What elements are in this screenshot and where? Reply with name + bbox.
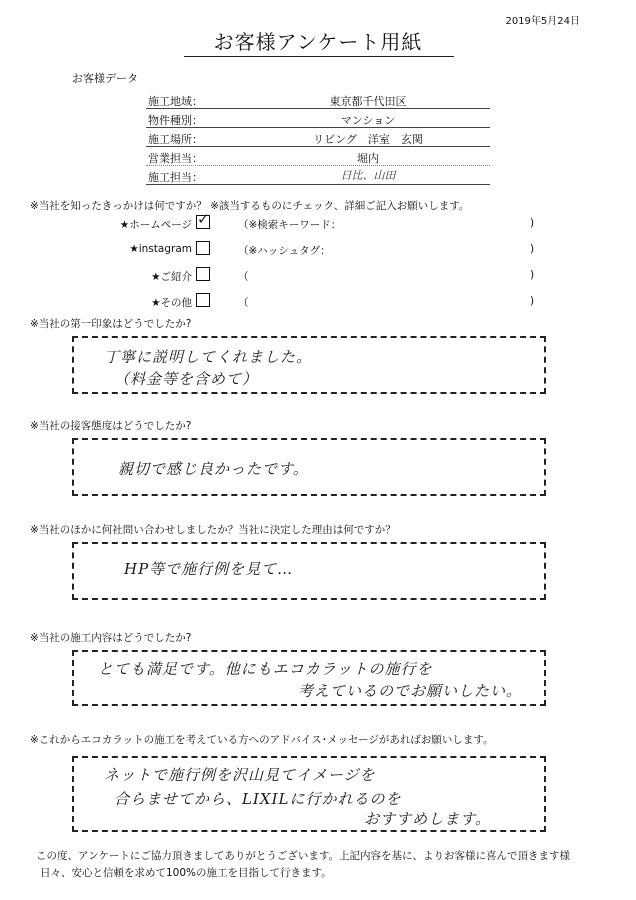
option-close-paren: ) [530, 269, 535, 281]
info-label: 営業担当： [148, 152, 203, 165]
info-value: マンション [340, 114, 396, 127]
checkbox[interactable] [196, 241, 210, 255]
question-other-companies: ※当社のほかに何社問い合わせしましたか？当社に決定した理由は何ですか？ [30, 524, 396, 536]
info-value-handwritten: 日比、山田 [340, 169, 396, 182]
answer-line: HP等で施行例を見て… [124, 560, 294, 578]
title-underline [184, 56, 454, 57]
option-detail: （※ハッシュタグ： [238, 245, 331, 257]
option-close-paren: ) [530, 217, 535, 229]
answer-box-first-impression [72, 336, 546, 394]
source-option-homepage [30, 210, 590, 234]
footer-line: この度、アンケートにご協力頂きましてありがとうございます。上記内容を基に、よりお客様に喜んで頂きます様 [36, 850, 571, 862]
option-label: ★その他 [151, 297, 192, 309]
info-label: 施工地域： [148, 95, 203, 108]
question-advice: ※これからエコカラットの施工を考えている方へのアドバイス･メッセージがあればお願いします。 [30, 734, 494, 746]
answer-box-construction-quality [72, 650, 546, 706]
answer-line: 丁寧に説明してくれました。 [104, 348, 313, 366]
source-option-other [30, 292, 590, 312]
option-close-paren: ) [530, 243, 535, 255]
option-detail: （ [238, 271, 249, 283]
footer-line: 日々、安心と信頼を求めて100%の施工を目指して行きます。 [40, 867, 332, 879]
question-customer-service: ※当社の接客態度はどうでしたか? [30, 420, 192, 432]
answer-line: 親切で感じ良かったです。 [118, 460, 309, 478]
checkbox[interactable] [196, 267, 210, 281]
option-close-paren: ) [530, 295, 535, 307]
question-construction-quality: ※当社の施工内容はどうでしたか? [30, 632, 192, 644]
customer-data-heading: お客様データ [72, 72, 138, 85]
question-how-found: ※当社を知ったきっかけは何ですか？ ※該当するものにチェック、詳細ご記入お願いします。 [30, 200, 470, 212]
answer-line: 合らませてから、LIXILに行かれるのを [114, 790, 402, 808]
customer-data-table [146, 90, 490, 185]
option-label: ★ホームページ [119, 219, 192, 231]
answer-line: ネットで施行例を沢山見てイメージを [104, 766, 376, 784]
survey-date: 2019年5月24日 [505, 16, 580, 27]
source-option-instagram [30, 240, 590, 260]
check-mark-icon: ✓ [197, 210, 210, 228]
answer-box-advice [72, 756, 546, 832]
info-row-area [146, 90, 490, 109]
source-option-referral [30, 266, 590, 286]
option-label: ★ご紹介 [151, 271, 192, 283]
info-label: 施工担当： [148, 171, 203, 184]
option-detail: （※検索キーワード： [238, 219, 342, 231]
info-row-property-type [146, 109, 490, 128]
answer-box-other-companies [72, 542, 546, 600]
checkbox[interactable] [196, 293, 210, 307]
info-row-location [146, 128, 490, 147]
answer-line: （料金等を含めて） [114, 370, 259, 388]
page-title: お客様アンケート用紙 [213, 30, 423, 54]
info-label: 物件種別： [148, 114, 203, 127]
info-value: 堀内 [357, 152, 379, 165]
info-label: 施工場所： [148, 133, 203, 146]
info-value: 東京都千代田区 [329, 95, 407, 108]
question-first-impression: ※当社の第一印象はどうでしたか? [30, 318, 192, 330]
option-label: ★instagram [129, 243, 192, 255]
footer-message [36, 848, 596, 882]
answer-line: 考えているのでお願いしたい。 [298, 682, 523, 700]
info-row-installer [146, 166, 490, 185]
answer-box-customer-service [72, 438, 546, 496]
info-value: リビング 洋室 玄関 [313, 133, 423, 146]
answer-line: おすすめします。 [364, 810, 491, 828]
info-row-sales-rep [146, 147, 490, 166]
option-detail: （ [238, 297, 249, 309]
answer-line: とても満足です。他にもエコカラットの施行を [98, 660, 433, 678]
